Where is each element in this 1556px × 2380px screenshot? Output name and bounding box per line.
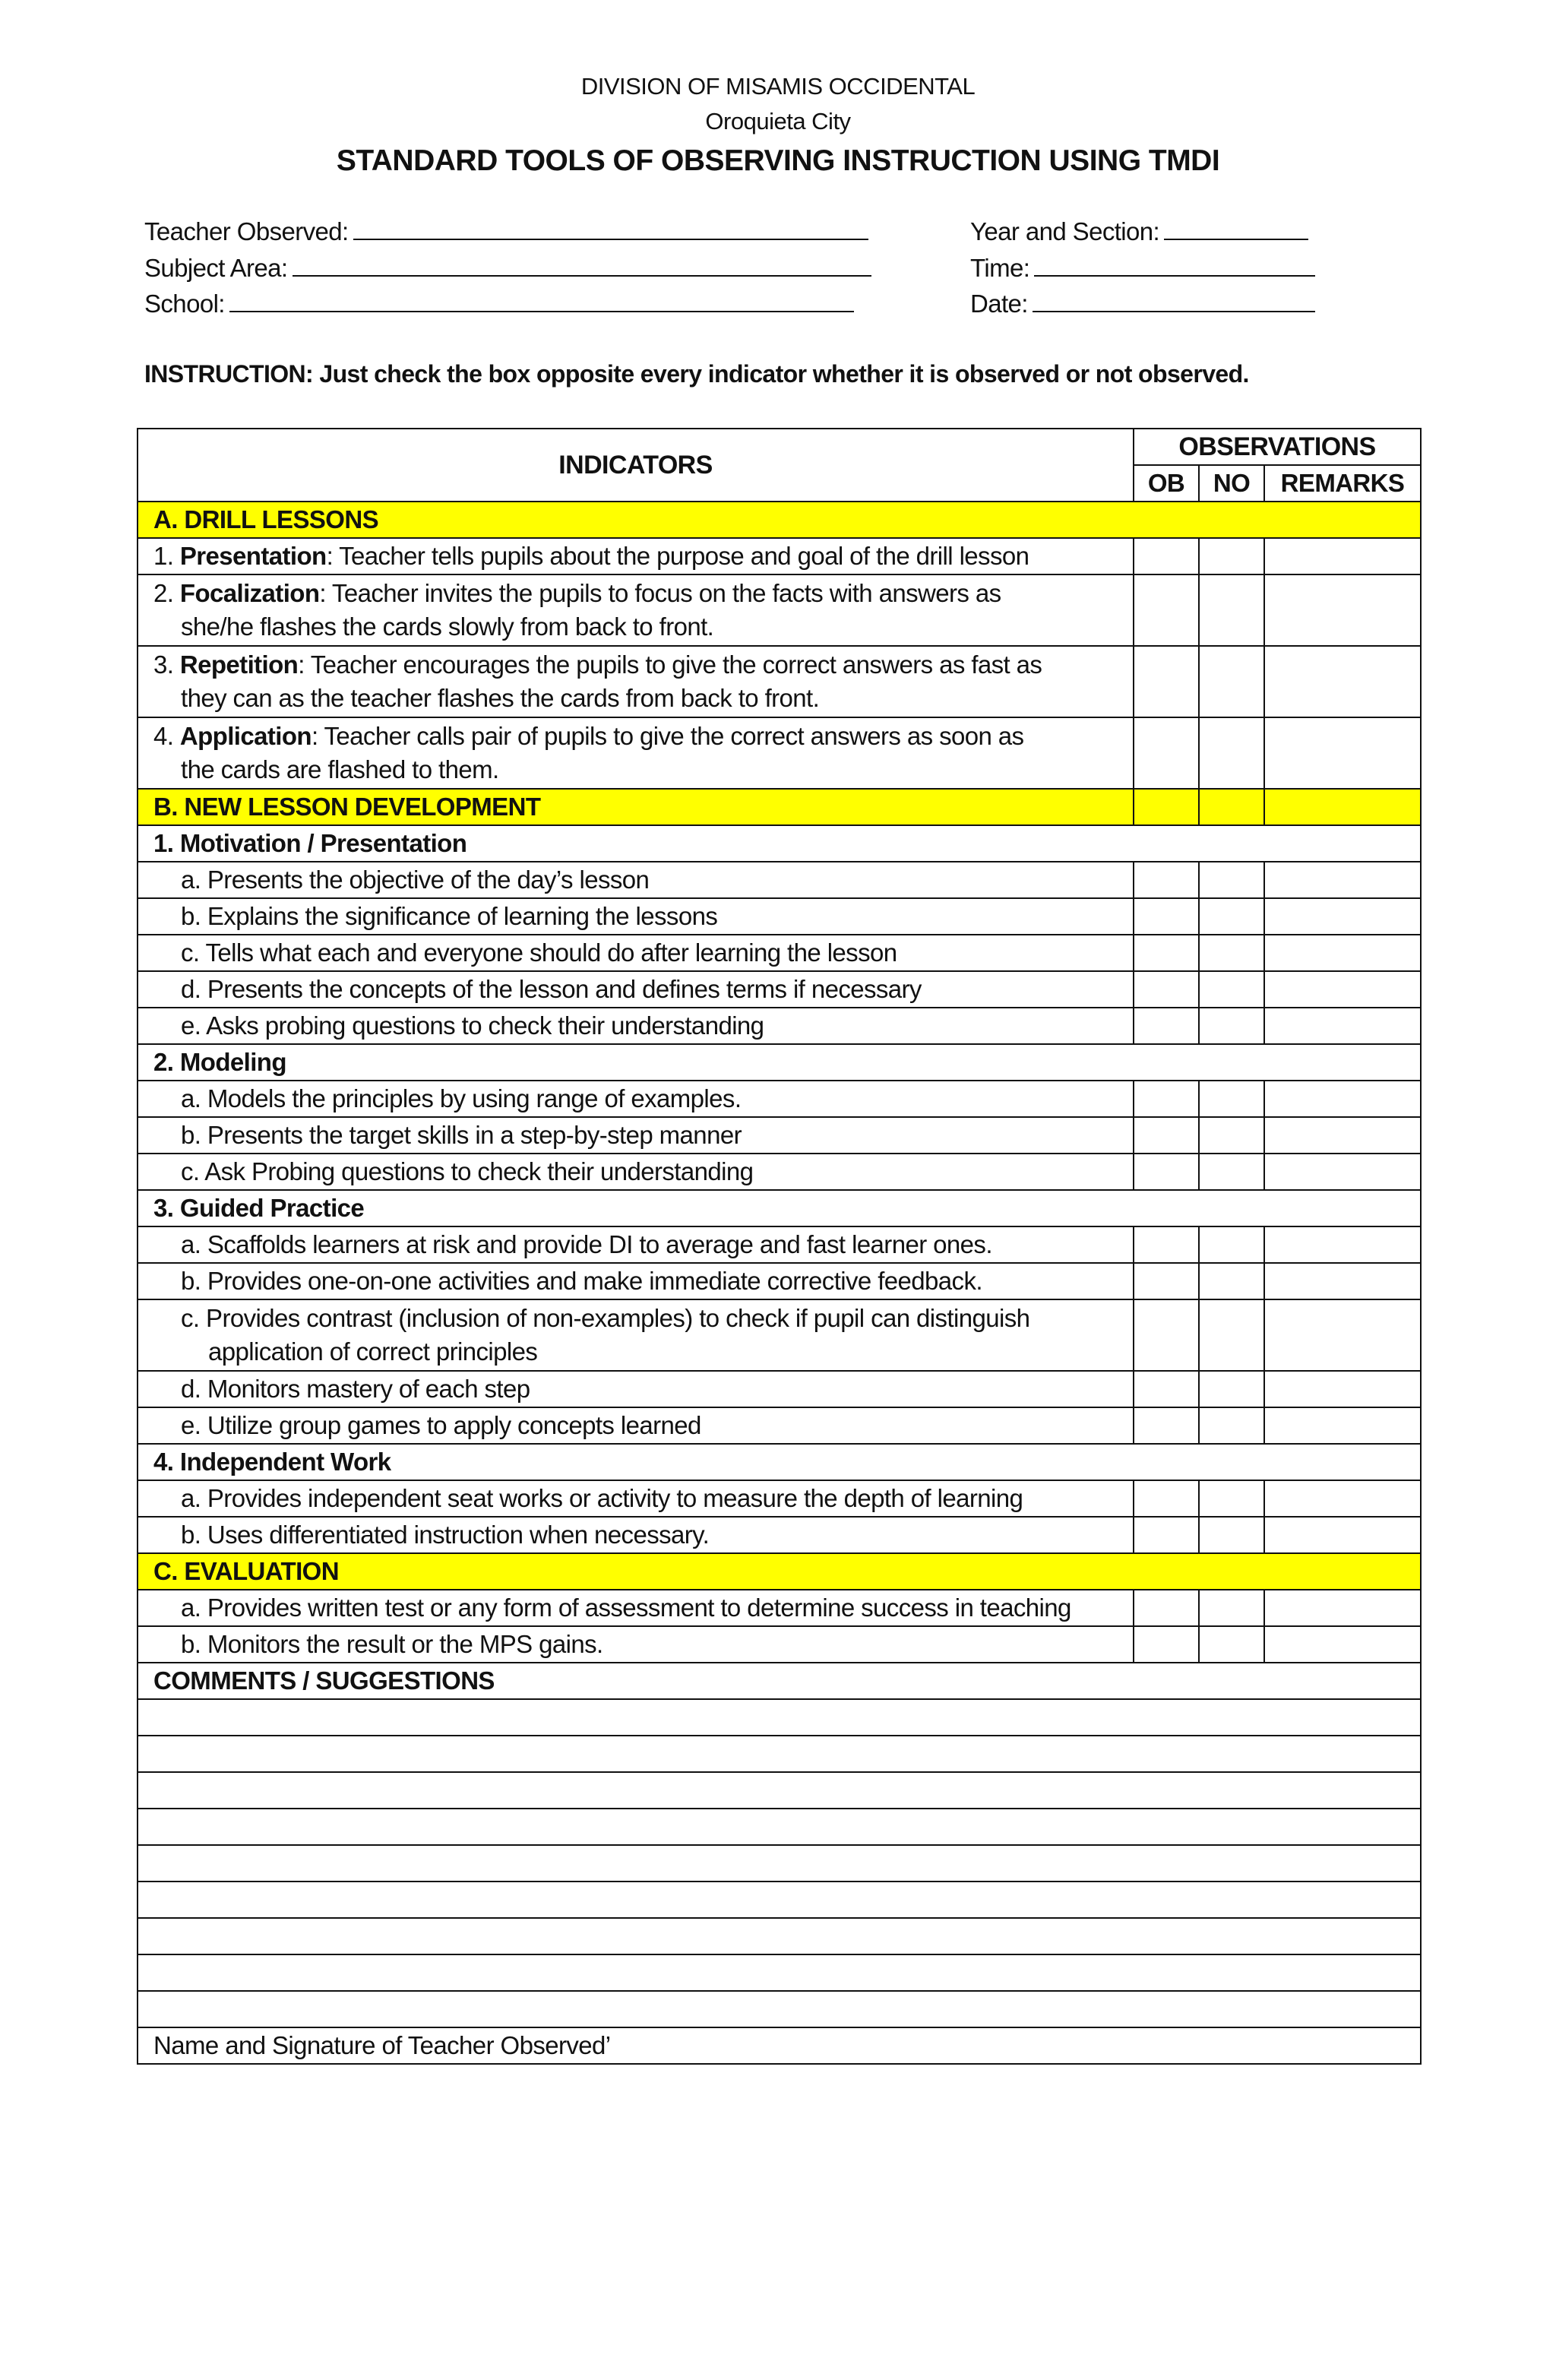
indicator-cell: 4. Application: Teacher calls pair of pupils to give the correct answers as soon as the cards are flashed to them.: [138, 717, 1134, 789]
ob-checkbox[interactable]: [1134, 717, 1199, 789]
section-a-label: A. DRILL LESSONS: [138, 502, 1421, 538]
indicator-cell: a. Presents the objective of the day’s lesson: [138, 862, 1134, 898]
table-row: [138, 1517, 1421, 1553]
indicator-cell: 1. Presentation: Teacher tells pupils about the purpose and goal of the drill lesson: [138, 538, 1134, 574]
ob-checkbox[interactable]: [1134, 1081, 1199, 1117]
remarks-header: REMARKS: [1264, 465, 1421, 502]
ob-checkbox[interactable]: [1134, 538, 1199, 574]
year-section-field[interactable]: [970, 217, 1308, 246]
remarks-cell[interactable]: [1264, 1263, 1421, 1299]
no-checkbox[interactable]: [1199, 1008, 1264, 1044]
ob-checkbox[interactable]: [1134, 971, 1199, 1008]
remarks-cell[interactable]: [1264, 1226, 1421, 1263]
no-header: NO: [1199, 465, 1264, 502]
comment-line-cell[interactable]: [138, 1918, 1421, 1954]
no-checkbox[interactable]: [1199, 574, 1264, 646]
ob-checkbox[interactable]: [1134, 1117, 1199, 1154]
ob-checkbox[interactable]: [1134, 862, 1199, 898]
no-checkbox[interactable]: [1199, 717, 1264, 789]
ob-checkbox[interactable]: [1134, 1226, 1199, 1263]
indicator-cell: b. Uses differentiated instruction when necessary.: [138, 1517, 1134, 1553]
indicator-cell: 3. Repetition: Teacher encourages the pupils to give the correct answers as fast as they can as the teacher flashes the cards from back to front.: [138, 646, 1134, 717]
indicator-cell: a. Provides written test or any form of assessment to determine success in teaching: [138, 1590, 1134, 1626]
modeling-heading: 2. Modeling: [138, 1044, 1421, 1081]
subsection-row: [138, 1044, 1421, 1081]
table-row: [138, 1371, 1421, 1407]
time-line[interactable]: [1034, 254, 1315, 277]
document-title: STANDARD TOOLS OF OBSERVING INSTRUCTION USING TMDI: [336, 144, 1220, 177]
no-checkbox[interactable]: [1199, 1480, 1264, 1517]
indicator-cell: e. Utilize group games to apply concepts learned: [138, 1407, 1134, 1444]
table-row: [138, 538, 1421, 574]
ob-checkbox[interactable]: [1134, 1517, 1199, 1553]
section-b-no-cell: [1199, 789, 1264, 825]
table-header-row: [138, 429, 1421, 465]
remarks-cell[interactable]: [1264, 1517, 1421, 1553]
table-row: [138, 717, 1421, 789]
table-row: [138, 935, 1421, 971]
comment-line-cell[interactable]: [138, 1809, 1421, 1845]
no-checkbox[interactable]: [1199, 1371, 1264, 1407]
comment-line-cell[interactable]: [138, 1991, 1421, 2027]
section-row: [138, 502, 1421, 538]
ob-checkbox[interactable]: [1134, 1626, 1199, 1663]
table-row: [138, 646, 1421, 717]
section-b-ob-cell: [1134, 789, 1199, 825]
comment-line-cell[interactable]: [138, 1845, 1421, 1882]
ob-checkbox[interactable]: [1134, 1299, 1199, 1371]
no-checkbox[interactable]: [1199, 1081, 1264, 1117]
no-checkbox[interactable]: [1199, 1117, 1264, 1154]
subsection-row: [138, 1444, 1421, 1480]
guided-practice-heading: 3. Guided Practice: [138, 1190, 1421, 1226]
ob-checkbox[interactable]: [1134, 1371, 1199, 1407]
section-row: [138, 1553, 1421, 1590]
remarks-cell[interactable]: [1264, 646, 1421, 717]
time-label: Time:: [970, 254, 1030, 282]
subject-area-field[interactable]: [144, 254, 871, 283]
indicator-cell: c. Ask Probing questions to check their understanding: [138, 1154, 1134, 1190]
table-row: [138, 1299, 1421, 1371]
indicators-header: INDICATORS: [138, 429, 1134, 502]
city-heading: Oroquieta City: [705, 108, 851, 135]
table-row: [138, 574, 1421, 646]
table-row: [138, 1081, 1421, 1117]
section-row: [138, 789, 1421, 825]
table-row: [138, 1263, 1421, 1299]
section-b-label: B. NEW LESSON DEVELOPMENT: [138, 789, 1134, 825]
remarks-cell[interactable]: [1264, 574, 1421, 646]
school-label: School:: [144, 290, 225, 318]
comment-line-cell[interactable]: [138, 1772, 1421, 1809]
no-checkbox[interactable]: [1199, 1626, 1264, 1663]
comment-line-cell[interactable]: [138, 1736, 1421, 1772]
comment-line: [138, 1809, 1421, 1845]
table-row: [138, 1407, 1421, 1444]
indicator-cell: a. Provides independent seat works or activity to measure the depth of learning: [138, 1480, 1134, 1517]
comment-line: [138, 1699, 1421, 1736]
remarks-cell[interactable]: [1264, 898, 1421, 935]
instruction-text: INSTRUCTION: Just check the box opposite every indicator whether it is observed or not observed.: [144, 360, 1249, 388]
indicator-cell: c. Provides contrast (inclusion of non-examples) to check if pupil can distinguish application of correct principles: [138, 1299, 1134, 1371]
ob-checkbox[interactable]: [1134, 935, 1199, 971]
subsection-row: [138, 1663, 1421, 1699]
indicator-cell: b. Explains the significance of learning the lessons: [138, 898, 1134, 935]
time-field[interactable]: [970, 254, 1315, 283]
remarks-cell[interactable]: [1264, 538, 1421, 574]
table-row: [138, 862, 1421, 898]
observations-header: OBSERVATIONS: [1134, 429, 1421, 465]
remarks-cell[interactable]: [1264, 1008, 1421, 1044]
no-checkbox[interactable]: [1199, 971, 1264, 1008]
table-row: [138, 1480, 1421, 1517]
table-row: [138, 1590, 1421, 1626]
division-heading: DIVISION OF MISAMIS OCCIDENTAL: [580, 73, 976, 100]
indicator-cell: b. Provides one-on-one activities and make immediate corrective feedback.: [138, 1263, 1134, 1299]
no-checkbox[interactable]: [1199, 646, 1264, 717]
remarks-cell[interactable]: [1264, 1299, 1421, 1371]
table-row: [138, 1008, 1421, 1044]
motivation-heading: 1. Motivation / Presentation: [138, 825, 1421, 862]
subject-area-line[interactable]: [293, 254, 871, 277]
school-field[interactable]: [144, 290, 854, 318]
ob-checkbox[interactable]: [1134, 1407, 1199, 1444]
remarks-cell[interactable]: [1264, 1081, 1421, 1117]
signature-label[interactable]: Name and Signature of Teacher Observed’: [138, 2027, 1421, 2064]
comment-line: [138, 1918, 1421, 1954]
indicator-cell: 2. Focalization: Teacher invites the pupils to focus on the facts with answers as she/he flashes the cards slowly from back to front.: [138, 574, 1134, 646]
no-checkbox[interactable]: [1199, 1263, 1264, 1299]
remarks-cell[interactable]: [1264, 1407, 1421, 1444]
ob-checkbox[interactable]: [1134, 898, 1199, 935]
no-checkbox[interactable]: [1199, 935, 1264, 971]
indicator-cell: e. Asks probing questions to check their understanding: [138, 1008, 1134, 1044]
indicator-cell: d. Monitors mastery of each step: [138, 1371, 1134, 1407]
subject-area-label: Subject Area:: [144, 254, 288, 282]
remarks-cell[interactable]: [1264, 1154, 1421, 1190]
ob-checkbox[interactable]: [1134, 1154, 1199, 1190]
ob-checkbox[interactable]: [1134, 1480, 1199, 1517]
observation-table: [137, 428, 1422, 2065]
section-b-remarks-cell: [1264, 789, 1421, 825]
no-checkbox[interactable]: [1199, 1590, 1264, 1626]
comment-line: [138, 1882, 1421, 1918]
indicator-cell: b. Presents the target skills in a step-by-step manner: [138, 1117, 1134, 1154]
no-checkbox[interactable]: [1199, 898, 1264, 935]
comment-line: [138, 1736, 1421, 1772]
remarks-cell[interactable]: [1264, 1626, 1421, 1663]
signature-row: [138, 2027, 1421, 2064]
indicator-cell: b. Monitors the result or the MPS gains.: [138, 1626, 1134, 1663]
no-checkbox[interactable]: [1199, 1299, 1264, 1371]
no-checkbox[interactable]: [1199, 1226, 1264, 1263]
comment-line-cell[interactable]: [138, 1699, 1421, 1736]
subsection-row: [138, 1190, 1421, 1226]
remarks-cell[interactable]: [1264, 1480, 1421, 1517]
remarks-cell[interactable]: [1264, 1117, 1421, 1154]
independent-work-heading: 4. Independent Work: [138, 1444, 1421, 1480]
comment-line-cell[interactable]: [138, 1954, 1421, 1991]
indicator-cell: d. Presents the concepts of the lesson and defines terms if necessary: [138, 971, 1134, 1008]
comment-line: [138, 1845, 1421, 1882]
no-checkbox[interactable]: [1199, 538, 1264, 574]
table-row: [138, 1626, 1421, 1663]
ob-header: OB: [1134, 465, 1199, 502]
indicator-cell: c. Tells what each and everyone should do after learning the lesson: [138, 935, 1134, 971]
indicator-cell: a. Scaffolds learners at risk and provide DI to average and fast learner ones.: [138, 1226, 1134, 1263]
comment-line: [138, 1772, 1421, 1809]
remarks-cell[interactable]: [1264, 717, 1421, 789]
ob-checkbox[interactable]: [1134, 1590, 1199, 1626]
year-section-label: Year and Section:: [970, 217, 1160, 245]
section-c-label: C. EVALUATION: [138, 1553, 1421, 1590]
table-row: [138, 1226, 1421, 1263]
comment-line-cell[interactable]: [138, 1882, 1421, 1918]
teacher-observed-label: Teacher Observed:: [144, 217, 349, 245]
table-row: [138, 1154, 1421, 1190]
ob-checkbox[interactable]: [1134, 1008, 1199, 1044]
teacher-observed-line[interactable]: [353, 217, 868, 240]
date-line[interactable]: [1033, 290, 1315, 312]
school-line[interactable]: [229, 290, 854, 312]
date-label: Date:: [970, 290, 1028, 318]
indicator-cell: a. Models the principles by using range of examples.: [138, 1081, 1134, 1117]
remarks-cell[interactable]: [1264, 1590, 1421, 1626]
no-checkbox[interactable]: [1199, 862, 1264, 898]
table-row: [138, 971, 1421, 1008]
ob-checkbox[interactable]: [1134, 646, 1199, 717]
no-checkbox[interactable]: [1199, 1154, 1264, 1190]
comments-heading: COMMENTS / SUGGESTIONS: [138, 1663, 1421, 1699]
ob-checkbox[interactable]: [1134, 574, 1199, 646]
table-row: [138, 898, 1421, 935]
comment-line: [138, 1954, 1421, 1991]
no-checkbox[interactable]: [1199, 1517, 1264, 1553]
remarks-cell[interactable]: [1264, 935, 1421, 971]
ob-checkbox[interactable]: [1134, 1263, 1199, 1299]
remarks-cell[interactable]: [1264, 1371, 1421, 1407]
table-row: [138, 1117, 1421, 1154]
teacher-observed-field[interactable]: [144, 217, 868, 246]
no-checkbox[interactable]: [1199, 1407, 1264, 1444]
comment-line: [138, 1991, 1421, 2027]
remarks-cell[interactable]: [1264, 971, 1421, 1008]
remarks-cell[interactable]: [1264, 862, 1421, 898]
year-section-line[interactable]: [1164, 217, 1308, 240]
subsection-row: [138, 825, 1421, 862]
date-field[interactable]: [970, 290, 1315, 318]
